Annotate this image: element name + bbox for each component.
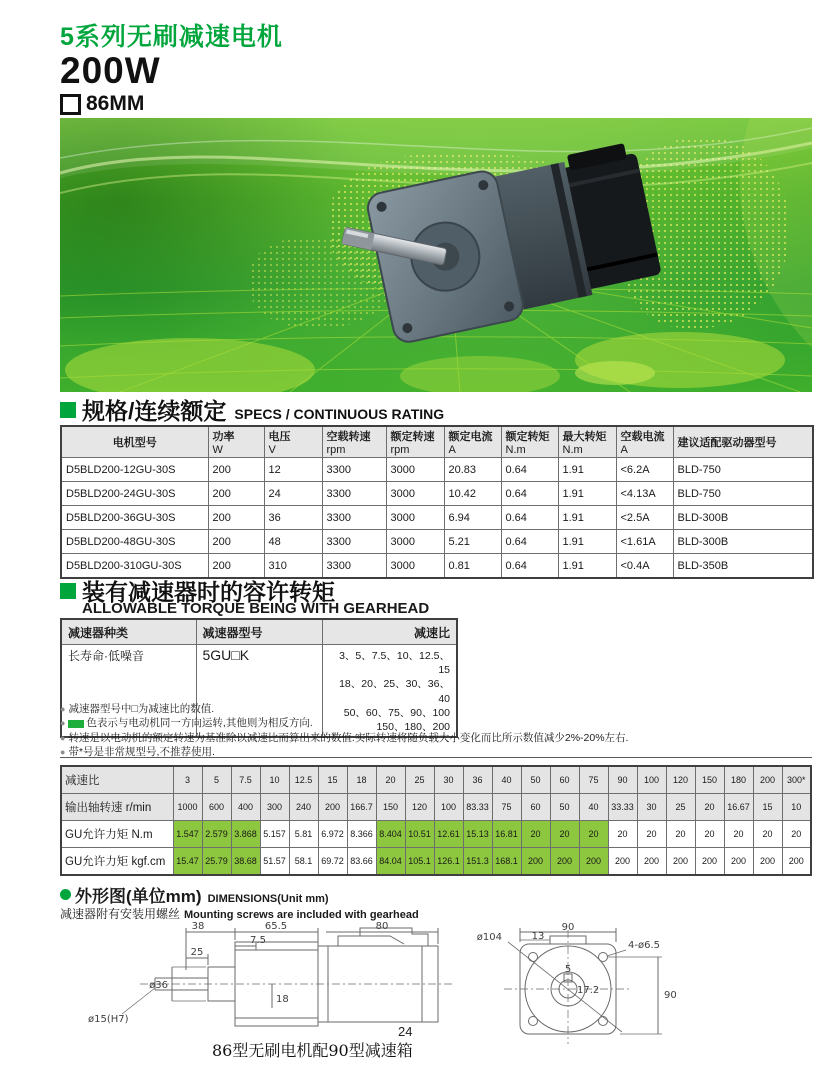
spec-row: D5BLD200-36GU-30S 200 36 3300 3000 6.94 0.64 1.91 <2.5A BLD-300B [61,506,813,530]
green-square-icon [60,402,76,418]
header-cell: 最大转矩 N.m [558,426,616,458]
power-rating: 200W [60,49,161,91]
model-cell: D5BLD200-24GU-30S [61,482,208,506]
torque-kgfcm-row: GU允许力矩 kgf.cm 15.47 25.79 38.68 51.57 58.1 69.72 83.66 84.04 105.1 126.1 151.3 168.1 200 200 200 200 200 200 200 200 200 200 [61,848,811,876]
header-cell: 减速器种类 [61,619,196,645]
gearhead-header-row [61,619,457,645]
dim-label: 7.5 [250,935,266,946]
dimensions-section-title [60,882,329,907]
frame-size [60,92,283,116]
speed-row: 输出轴转速 r/min 1000 600 400 300 240 200 166.7 150 120 100 83.33 75 60 50 40 33.33 30 25 20 16.67 15 10 [61,794,811,821]
side-view-drawing [122,928,452,1026]
bullet-icon: ● [60,747,66,758]
frame-size-label: 86MM [86,92,145,116]
spec-row: D5BLD200-24GU-30S 200 24 3300 3000 10.42 0.64 1.91 <4.13A BLD-750 [61,482,813,506]
note-line: ● 转速是以电动机的额定转速为基准除以减速比而算出来的数值.实际转速将随负载大小变化而比所示数值减少2%-20%左右. [60,731,629,744]
hero-banner [60,118,812,392]
note-line: ● 减速器型号中□为减速比的数值. [60,703,215,715]
bullet-icon: ● [60,732,66,743]
dim-label: 4-ø6.5 [628,940,660,951]
note-line: ● 带*号是非常规型号,不推荐使用. [60,746,215,759]
header-cell: 空载电流 A [616,426,673,458]
figure-caption: 86型无刷电机配90型减速箱 [212,1041,413,1060]
spec-row: D5BLD200-310GU-30S 200 310 3300 3000 0.81 0.64 1.91 <0.4A BLD-350B [61,554,813,579]
square-frame-icon [60,94,81,115]
specs-table [60,425,814,579]
gearhead-type-cell: 长寿命·低噪音 [61,645,196,738]
dim-label: 13 [531,931,545,942]
gearhead-title-zh: 装有减速器时的容许转矩 [82,579,335,605]
ratio-torque-table [60,765,812,876]
model-cell: D5BLD200-36GU-30S [61,506,208,530]
specs-header-row [61,426,813,458]
spec-row: D5BLD200-12GU-30S 200 12 3300 3000 20.83 0.64 1.91 <6.2A BLD-750 [61,458,813,482]
header-cell: 额定转矩 N.m [501,426,558,458]
dim-label: 90 [561,922,575,933]
dim-label: 38 [191,922,205,932]
header-cell: 减速器型号 [196,619,322,645]
dim-label: 18 [276,994,289,1005]
dimension-drawings [60,922,812,1046]
banner-graphics [60,118,812,392]
specs-title-en: SPECS / CONTINUOUS RATING [234,406,445,422]
dim-label: ø104 [476,932,502,943]
dim-label: 5 [564,964,572,975]
header-cell: 减速比 [322,619,457,645]
model-cell: D5BLD200-12GU-30S [61,458,208,482]
spec-row: D5BLD200-48GU-30S 200 48 3300 3000 5.21 0.64 1.91 <1.61A BLD-300B [61,530,813,554]
dimensions-note: 减速器附有安装用螺丝 Mounting screws are included with gearhead [60,907,419,921]
dim-label: ø15(H7) [88,1014,129,1025]
torque-nm-row: GU允许力矩 N.m 1.547 2.579 3.868 5.157 5.81 6.972 8.366 8.404 10.51 12.61 15.13 16.81 20 20 20 20 20 20 20 20 20 20 [61,821,811,848]
note-line: ● 色表示与电动机同一方向运转,其他则为相反方向. [60,717,313,730]
bullet-icon: ● [60,718,66,729]
page-header [60,24,283,116]
header-cell: 电机型号 [61,426,208,458]
specs-title-zh: 规格/连续额定 [82,398,227,424]
green-dot-icon [60,889,71,900]
dim-label: 25 [190,947,204,958]
notes-list [60,703,812,761]
ratio-row: 减速比 3 5 7.5 10 12.5 15 18 20 25 30 36 40 50 60 75 90 100 120 150 180 200 300* [61,766,811,794]
bullet-icon: ● [60,703,66,714]
dim-label: ø36 [149,980,168,991]
green-swatch-icon [68,720,84,728]
model-cell: D5BLD200-310GU-30S [61,554,208,579]
specs-section-title [60,393,444,426]
gearhead-ratios-cell: 3、5、7.5、10、12.5、15 18、20、25、30、36、40 50、60、75、90、100 150、180、200 [322,645,457,738]
header-cell: 空载转速 rpm [322,426,386,458]
green-square-icon [60,583,76,599]
header-cell: 电压 V [264,426,322,458]
dim-label: 17.2 [577,985,600,996]
gearhead-model-cell: 5GU□K [196,645,322,738]
header-cell: 建议适配驱动器型号 [673,426,813,458]
page-number: 24 [398,1024,413,1039]
dimensions-title-zh: 外形图(单位mm) [75,887,202,906]
dim-label: 65.5 [264,922,288,932]
model-cell: D5BLD200-48GU-30S [61,530,208,554]
gearhead-title-en: ALLOWABLE TORQUE BEING WITH GEARHEAD [82,600,430,617]
dim-label: 90 [664,990,677,1001]
header-cell: 额定转速 rpm [386,426,444,458]
dimensions-title-en: DIMENSIONS(Unit mm) [207,893,329,905]
separator-line [60,757,812,758]
header-cell: 额定电流 A [444,426,501,458]
header-cell: 功率 W [208,426,264,458]
series-title: 5系列无刷减速电机 [60,23,283,51]
dim-label: 80 [375,922,389,932]
